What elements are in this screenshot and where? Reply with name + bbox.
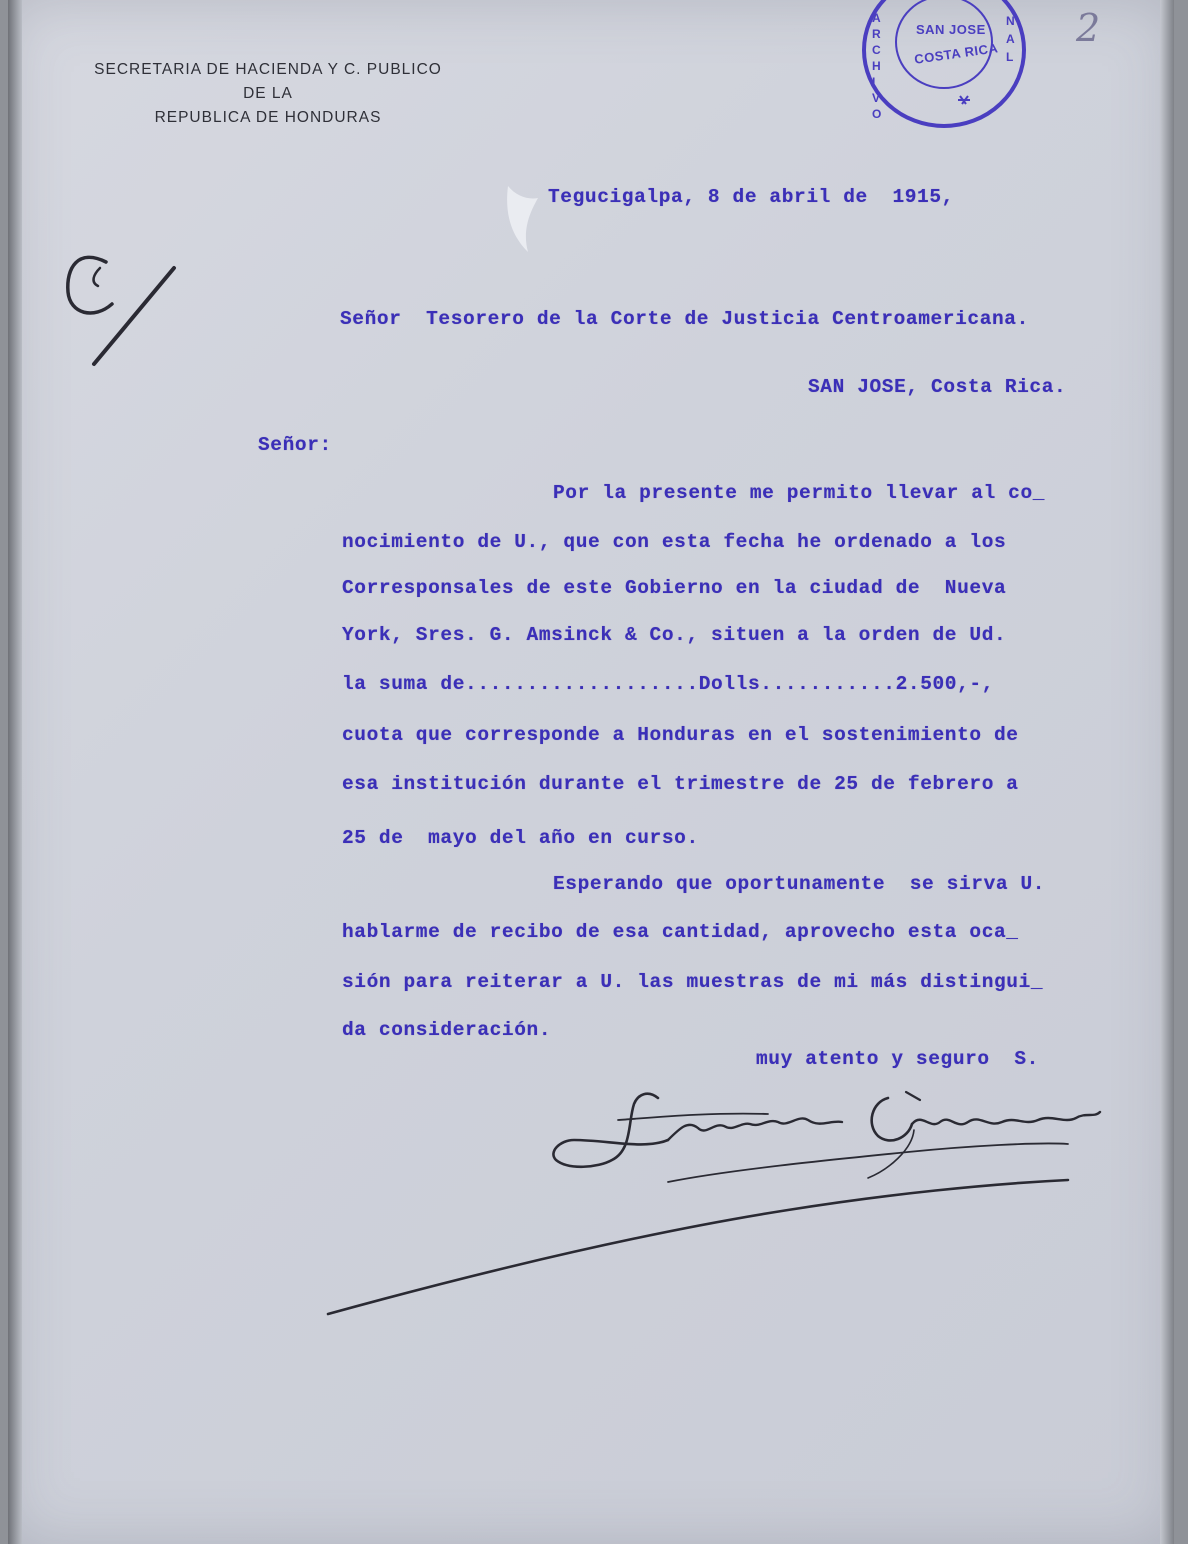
letterhead-line-2: DE LA (243, 85, 293, 102)
stamp-country: COSTA RICA (913, 40, 1000, 67)
letterhead-line-3: REPUBLICA DE HONDURAS (154, 109, 382, 126)
body-line-4: York, Sres. G. Amsinck & Co., situen a la orden de Ud. (342, 624, 1007, 646)
body-line-3: Corresponsales de este Gobierno en la ciudad de Nueva (342, 577, 1007, 599)
closing: muy atento y seguro S. (756, 1048, 1039, 1070)
body-line-11: sión para reiterar a U. las muestras de mi más distingui_ (342, 971, 1044, 993)
page-number: 2 (1076, 6, 1101, 50)
body-line-5: la suma de...................Dolls...........2.500,-, (342, 673, 995, 695)
body-line-8: 25 de mayo del año en curso. (342, 827, 699, 849)
salutation: Señor: (258, 434, 332, 456)
stamp-right-letters: NAL (1006, 14, 1016, 64)
body-line-9: Esperando que oportunamente se sirva U. (553, 873, 1046, 895)
body-line-1: Por la presente me permito llevar al co_ (553, 482, 1046, 504)
location: SAN JOSE, Costa Rica. (808, 376, 1067, 398)
body-line-2: nocimiento de U., que con esta fecha he ordenado a los (342, 531, 1007, 553)
addressee: Señor Tesorero de la Corte de Justicia Centroamericana. (340, 308, 1029, 330)
signature-icon (8, 0, 1174, 1544)
body-line-7: esa institución durante el trimestre de 25 de febrero a (342, 773, 1019, 795)
body-line-10: hablarme de recibo de esa cantidad, aprovecho esta oca_ (342, 921, 1019, 943)
document-sheet (8, 0, 1174, 1544)
body-line-12: da consideración. (342, 1019, 552, 1041)
body-line-6: cuota que corresponde a Honduras en el sostenimiento de (342, 724, 1019, 746)
date-line: Tegucigalpa, 8 de abril de 1915, (548, 186, 954, 208)
letterhead-line-1: SECRETARIA DE HACIENDA Y C. PUBLICO (94, 61, 442, 78)
stamp-city: SAN JOSE (916, 22, 986, 37)
stamp-left-letters: ARCHIVO (872, 11, 882, 121)
